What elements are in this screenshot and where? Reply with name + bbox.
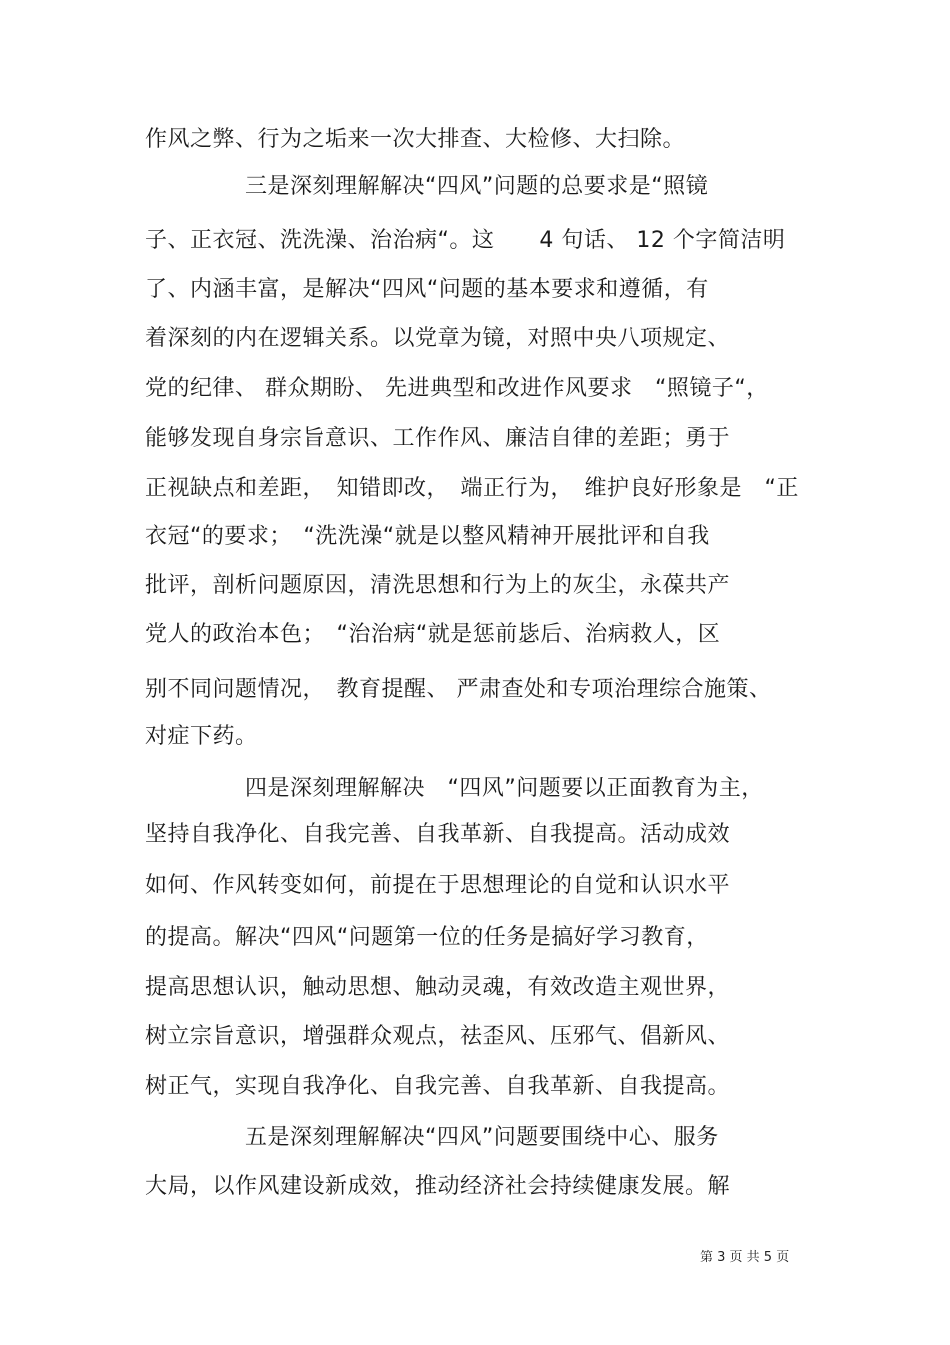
paragraph-line: 的提高。解决“四风“问题第一位的任务是搞好学习教育， (145, 925, 709, 950)
paragraph-line: 别不同问题情况， 教育提醒、 严肃查处和专项治理综合施策、 (145, 677, 772, 702)
paragraph-line: 树立宗旨意识，增强群众观点，祛歪风、压邪气、倡新风、 (145, 1024, 731, 1049)
paragraph-line: 坚持自我净化、自我完善、自我革新、自我提高。活动成效 (145, 822, 731, 847)
paragraph-line: 如何、作风转变如何，前提在于思想理论的自觉和认识水平 (145, 873, 731, 898)
paragraph-line: 对症下药。 (145, 724, 258, 749)
paragraph-line: 作风之弊、行为之垢来一次大排查、大检修、大扫除。 (145, 127, 686, 152)
paragraph-line: 衣冠“的要求； “洗洗澡“就是以整风精神开展批评和自我 (145, 524, 710, 549)
paragraph-line: 三是深刻理解解决“四风”问题的总要求是“照镜 (245, 174, 709, 199)
paragraph-line: 树正气，实现自我净化、自我完善、自我革新、自我提高。 (145, 1074, 731, 1099)
paragraph-line: 大局，以作风建设新成效，推动经济社会持续健康发展。解 (145, 1174, 731, 1199)
paragraph-line: 提高思想认识，触动思想、触动灵魂，有效改造主观世界， (145, 975, 731, 1000)
paragraph-line: 批评，剖析问题原因，清洗思想和行为上的灰尘，永葆共产 (145, 573, 731, 598)
paragraph-line: 党人的政治本色； “治治病“就是惩前毖后、治病救人，区 (145, 622, 721, 647)
paragraph-line: 子、正衣冠、洗洗澡、治治病“。这 4 句话、 12 个字简洁明 (145, 228, 786, 253)
paragraph-line: 四是深刻理解解决 “四风”问题要以正面教育为主， (245, 776, 764, 801)
paragraph-line: 了、内涵丰富，是解决“四风“问题的基本要求和遵循，有 (145, 277, 709, 302)
page-number: 第 3 页 共 5 页 (700, 1250, 790, 1265)
paragraph-line: 着深刻的内在逻辑关系。以党章为镜，对照中央八项规定、 (145, 326, 731, 351)
paragraph-line: 党的纪律、 群众期盼、 先进典型和改进作风要求 “照镜子“， (145, 376, 769, 401)
paragraph-line: 五是深刻理解解决“四风”问题要围绕中心、服务 (245, 1125, 719, 1150)
paragraph-line: 能够发现自身宗旨意识、工作作风、廉洁自律的差距；勇于 (145, 426, 731, 451)
paragraph-line: 正视缺点和差距， 知错即改， 端正行为， 维护良好形象是 “正 (145, 476, 799, 501)
